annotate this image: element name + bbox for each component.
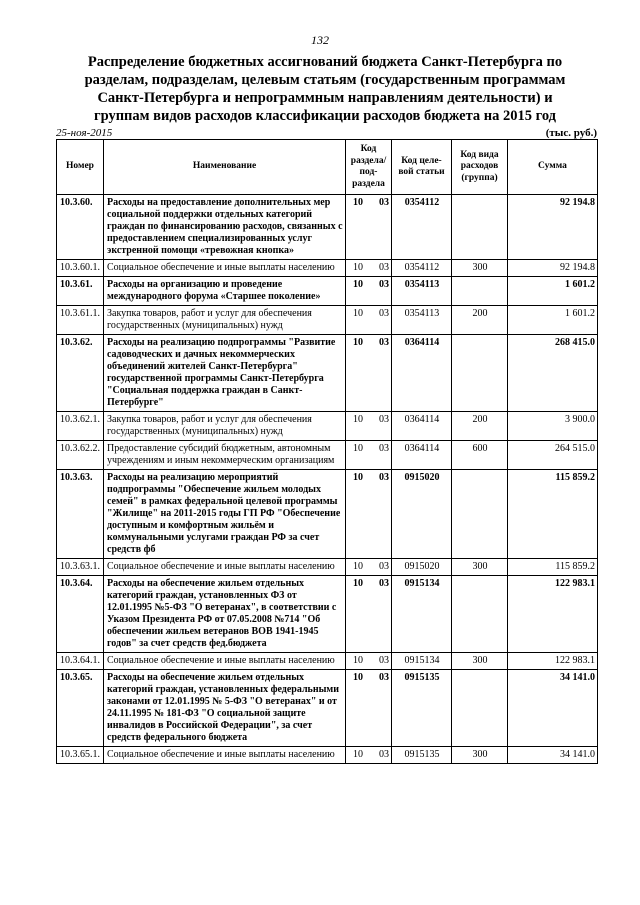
- subsection-code: 03: [379, 279, 389, 290]
- row-number: 10.3.63.: [57, 470, 104, 559]
- budget-table: [56, 139, 598, 764]
- row-name: Закупка товаров, работ и услуг для обеспечения государственных (муниципальных) нужд: [104, 412, 346, 441]
- row-number: 10.3.62.1.: [57, 412, 104, 441]
- row-name: Предоставление субсидий бюджетным, автономным учреждениям и иным некоммерческим организациям: [104, 441, 346, 470]
- subsection-code: 03: [379, 443, 389, 454]
- row-sum: 1 601.2: [508, 306, 598, 335]
- section-code: 10: [353, 472, 363, 483]
- subsection-code: 03: [379, 655, 389, 666]
- row-target-code: 0354113: [392, 277, 452, 306]
- row-target-code: 0915020: [392, 470, 452, 559]
- row-section-code: [346, 412, 392, 441]
- row-name: Социальное обеспечение и иные выплаты населению: [104, 559, 346, 576]
- row-name: Расходы на реализацию мероприятий подпрограммы "Обеспечение жильем молодых семей" в рамках федеральной целевой программы "Жилище" на 2011-2015 годы ГП РФ "Обеспечение доступным и комфортным жильём и коммунальными услугами граждан РФ за счет средств фб: [104, 470, 346, 559]
- col-header-name: Наименование: [104, 140, 346, 195]
- row-expense-type: 300: [452, 747, 508, 764]
- row-sum: 115 859.2: [508, 559, 598, 576]
- row-name: Расходы на обеспечение жильем отдельных категорий граждан, установленных ФЗ от 12.01.1995 №5-ФЗ "О ветеранах", в соответствии с Указом Президента РФ от 07.05.2008 №714 "Об обеспечении жильем ветеранов ВОВ 1941-1945 годов" за счет средств фед.бюджета: [104, 576, 346, 653]
- table-row: [57, 412, 598, 441]
- row-target-code: 0364114: [392, 335, 452, 412]
- row-number: 10.3.64.: [57, 576, 104, 653]
- section-code: 10: [353, 414, 363, 425]
- row-expense-type: 300: [452, 260, 508, 277]
- section-code: 10: [353, 279, 363, 290]
- table-row: [57, 653, 598, 670]
- section-code: 10: [353, 197, 363, 208]
- section-code: 10: [353, 749, 363, 760]
- row-section-code: [346, 747, 392, 764]
- table-row: [57, 576, 598, 653]
- document-title: Распределение бюджетных ассигнований бюджета Санкт-Петербурга по разделам, подразделам, целевым статьям (государственным программам Санкт-Петербурга и непрограммным направлениям деятельности) и группам видов расходов классификации расходов бюджета на 2015 год: [84, 54, 566, 124]
- row-expense-type: [452, 670, 508, 747]
- row-target-code: 0915134: [392, 576, 452, 653]
- table-body: [57, 195, 598, 764]
- row-number: 10.3.62.2.: [57, 441, 104, 470]
- section-code: 10: [353, 308, 363, 319]
- table-row: [57, 260, 598, 277]
- row-target-code: 0354112: [392, 260, 452, 277]
- row-sum: 122 983.1: [508, 653, 598, 670]
- row-sum: 92 194.8: [508, 260, 598, 277]
- row-name: Социальное обеспечение и иные выплаты населению: [104, 260, 346, 277]
- subsection-code: 03: [379, 337, 389, 348]
- subsection-code: 03: [379, 197, 389, 208]
- table-row: [57, 747, 598, 764]
- row-name: Расходы на предоставление дополнительных мер социальной поддержки отдельных категорий граждан по финансированию расходов, связанных с предоставлением специализированных услуг экстренной помощи «тревожная кнопка»: [104, 195, 346, 260]
- table-row: [57, 441, 598, 470]
- row-target-code: 0915135: [392, 747, 452, 764]
- row-number: 10.3.61.: [57, 277, 104, 306]
- row-expense-type: [452, 195, 508, 260]
- row-expense-type: 200: [452, 412, 508, 441]
- row-target-code: 0354113: [392, 306, 452, 335]
- units-label: (тыс. руб.): [545, 127, 597, 139]
- row-expense-type: [452, 470, 508, 559]
- row-sum: 92 194.8: [508, 195, 598, 260]
- row-section-code: [346, 335, 392, 412]
- row-number: 10.3.64.1.: [57, 653, 104, 670]
- row-sum: 34 141.0: [508, 747, 598, 764]
- col-header-section: Код раздела/ под-раздела: [346, 140, 392, 195]
- row-section-code: [346, 576, 392, 653]
- table-row: [57, 559, 598, 576]
- section-code: 10: [353, 561, 363, 572]
- row-section-code: [346, 559, 392, 576]
- subsection-code: 03: [379, 262, 389, 273]
- row-expense-type: [452, 576, 508, 653]
- row-expense-type: 600: [452, 441, 508, 470]
- row-section-code: [346, 195, 392, 260]
- section-code: 10: [353, 337, 363, 348]
- row-sum: 34 141.0: [508, 670, 598, 747]
- subsection-code: 03: [379, 672, 389, 683]
- subsection-code: 03: [379, 749, 389, 760]
- subsection-code: 03: [379, 578, 389, 589]
- row-sum: 264 515.0: [508, 441, 598, 470]
- page-number: 132: [311, 33, 329, 47]
- section-code: 10: [353, 443, 363, 454]
- section-code: 10: [353, 655, 363, 666]
- row-section-code: [346, 277, 392, 306]
- row-section-code: [346, 670, 392, 747]
- section-code: 10: [353, 672, 363, 683]
- table-row: [57, 335, 598, 412]
- row-sum: 3 900.0: [508, 412, 598, 441]
- row-expense-type: [452, 335, 508, 412]
- section-code: 10: [353, 578, 363, 589]
- subsection-code: 03: [379, 414, 389, 425]
- col-header-target: Код целе-вой статьи: [392, 140, 452, 195]
- row-sum: 1 601.2: [508, 277, 598, 306]
- subsection-code: 03: [379, 561, 389, 572]
- table-row: [57, 306, 598, 335]
- row-name: Закупка товаров, работ и услуг для обеспечения государственных (муниципальных) нужд: [104, 306, 346, 335]
- col-header-number: Номер: [57, 140, 104, 195]
- table-row: [57, 277, 598, 306]
- row-expense-type: 300: [452, 559, 508, 576]
- table-row: [57, 470, 598, 559]
- row-number: 10.3.60.: [57, 195, 104, 260]
- row-number: 10.3.61.1.: [57, 306, 104, 335]
- row-name: Расходы на организацию и проведение международного форума «Старшее поколение»: [104, 277, 346, 306]
- row-target-code: 0354112: [392, 195, 452, 260]
- row-section-code: [346, 653, 392, 670]
- table-header-row: [57, 140, 598, 195]
- document-date: 25-ноя-2015: [56, 127, 113, 139]
- row-section-code: [346, 470, 392, 559]
- subsection-code: 03: [379, 308, 389, 319]
- row-section-code: [346, 306, 392, 335]
- row-target-code: 0915020: [392, 559, 452, 576]
- row-target-code: 0915135: [392, 670, 452, 747]
- row-number: 10.3.65.1.: [57, 747, 104, 764]
- section-code: 10: [353, 262, 363, 273]
- row-name: Социальное обеспечение и иные выплаты населению: [104, 747, 346, 764]
- row-expense-type: 200: [452, 306, 508, 335]
- row-target-code: 0364114: [392, 441, 452, 470]
- row-target-code: 0364114: [392, 412, 452, 441]
- row-number: 10.3.65.: [57, 670, 104, 747]
- col-header-sum: Сумма: [508, 140, 598, 195]
- row-number: 10.3.62.: [57, 335, 104, 412]
- row-name: Расходы на реализацию подпрограммы "Развитие садоводческих и дачных некоммерческих объединений жителей Санкт-Петербурга" государственной программы Санкт-Петербурга "Социальная поддержка граждан в Санкт-Петербурге": [104, 335, 346, 412]
- row-expense-type: 300: [452, 653, 508, 670]
- row-target-code: 0915134: [392, 653, 452, 670]
- row-number: 10.3.63.1.: [57, 559, 104, 576]
- row-number: 10.3.60.1.: [57, 260, 104, 277]
- row-sum: 115 859.2: [508, 470, 598, 559]
- row-expense-type: [452, 277, 508, 306]
- row-section-code: [346, 260, 392, 277]
- row-section-code: [346, 441, 392, 470]
- row-sum: 122 983.1: [508, 576, 598, 653]
- row-name: Расходы на обеспечение жильем отдельных категорий граждан, установленных федеральными законами от 12.01.1995 № 5-ФЗ "О ветеранах" и от 24.11.1995 № 181-ФЗ "О социальной защите инвалидов в Российской Федерации", за счет средств федерального бюджета: [104, 670, 346, 747]
- subsection-code: 03: [379, 472, 389, 483]
- col-header-expense-type: Код вида расходов (группа): [452, 140, 508, 195]
- row-sum: 268 415.0: [508, 335, 598, 412]
- table-row: [57, 195, 598, 260]
- row-name: Социальное обеспечение и иные выплаты населению: [104, 653, 346, 670]
- table-row: [57, 670, 598, 747]
